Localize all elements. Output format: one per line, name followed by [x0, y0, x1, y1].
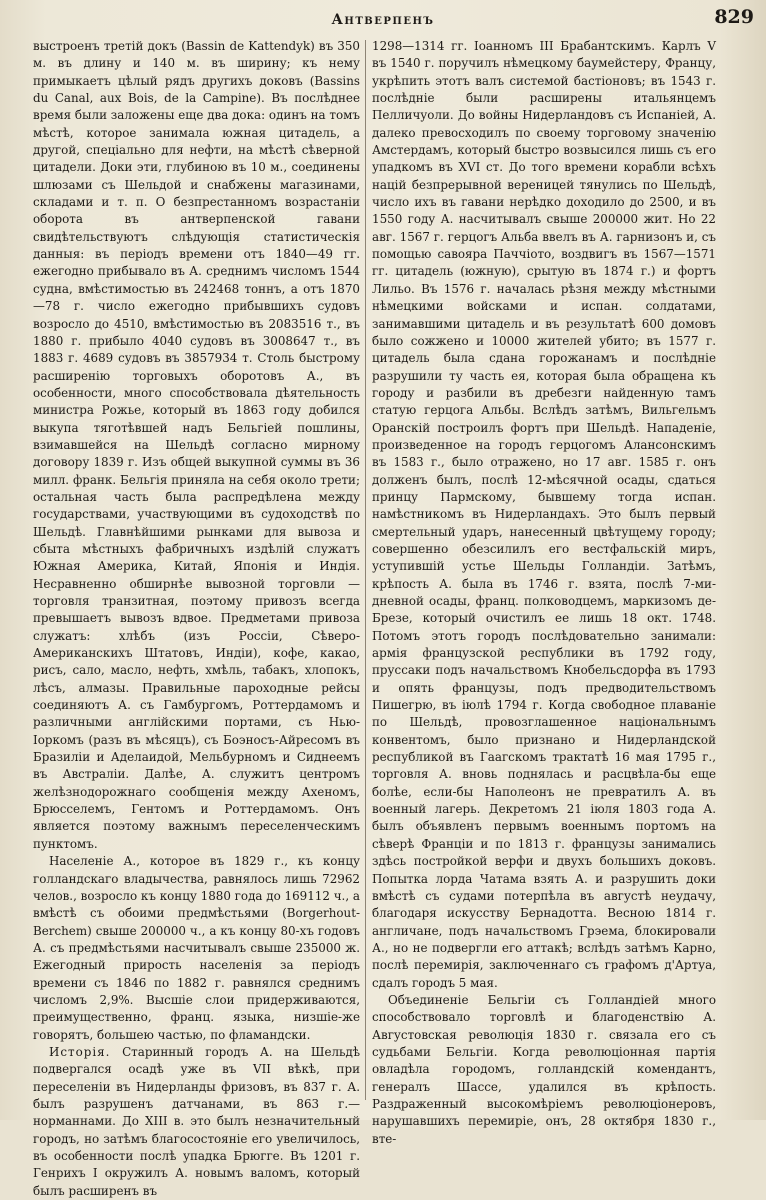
history-heading: Исторія.	[49, 1044, 111, 1059]
paragraph-population: Населеніе А., которое въ 1829 г., къ концу голландскаго владычества, равнялось лишь 72962 челов., возросло къ концу 1880 года до 169112 ч., а вмѣстѣ съ обоими предмѣстьями (Borgerhout-Berchem) свыше 200000 ч., а къ концу 80-хъ годовъ А. съ предмѣстьями насчитывалъ свыше 235000 ж. Ежегодный прирость населенія за періодъ времени съ 1846 по 1882 г. равнялся среднимъ числомъ 2,9%. Высшіе слои придерживаются, преимущественно, франц. языка, низшіе-же говорятъ, большею частью, по фламандски.	[33, 854, 360, 1042]
history-text: Старинный городъ А. на Шельдѣ подвергался осадѣ уже въ VII вѣкѣ, при переселеніи въ Нидерланды фризовъ, въ 837 г. А. былъ разрушенъ датчанами, въ 863 г.— норманнами. До XIII в. это былъ незначительный городъ, но затѣмъ благосостояніе его увеличилось, въ особенности послѣ упадка Брюгге. Въ 1201 г. Генрихъ I окружилъ А. новымъ валомъ, который былъ расширенъ въ	[33, 1044, 360, 1198]
paragraph-unification: Объединеніе Бельгіи съ Голландіей много способствовало торговлѣ и благоденствію А. Августовская революція 1830 г. связала его съ судьбами Бельгіи. Когда революціонная партія овладѣла городомъ, голландскій комендантъ, генералъ Шассе, удалился въ крѣпость. Раздраженный высокомѣріемъ революціонеровъ, нарушавшихъ перемиріе, онъ, 28 октября 1830 г., вте-	[372, 992, 716, 1146]
column-divider	[365, 40, 366, 1100]
right-column	[372, 38, 716, 1146]
paragraph-docks-trade: выстроенъ третій докъ (Bassin de Kattendyk) въ 350 м. въ длину и 140 м. въ ширину; къ нему примыкаетъ цѣлый рядъ другихъ доковъ (Bassins du Canal, aux Bois, de la Campine). Въ послѣднее время были заложены еще два дока: одинъ на томъ мѣстѣ, которое занимала южная цитадель, а другой, спеціально для нефти, на мѣстѣ сѣверной цитадели. Доки эти, глубиною въ 10 м., соединены шлюзами съ Шельдой и снабжены магазинами, складами и т. п. О безпрестанномъ возрастаніи оборота въ антверпенской гавани свидѣтельствуютъ слѣдующія статистическія данныя: въ періодъ времени отъ 1840—49 гг. ежегодно прибывало въ А. среднимъ числомъ 1544 судна, вмѣстимостью въ 242468 тоннъ, а отъ 1870—78 г. число ежегодно прибывшихъ судовъ возросло до 4510, вмѣстимостью въ 2083516 т., въ 1880 г. прибыло 4040 судовъ въ 3008647 т., въ 1883 г. 4689 судовъ въ 3857934 т. Столь быстрому расширенію торговыхъ оборотовъ А., въ особенности, много способствовала дѣятельность министра Рожье, который въ 1863 году добился выкупа тяготѣвшей надъ Бельгіей пошлины, взимавшейся на Шельдѣ согласно мирному договору 1839 г. Изъ общей выкупной суммы въ 36 милл. франк. Бельгія приняла на себя около трети; остальная часть была распредѣлена между государствами, участвующими въ судоходствѣ по Шельдѣ. Главнѣйшими рынками для вывоза и сбыта мѣстныхъ фабричныхъ издѣлій служатъ Южная Америка, Китай, Японія и Индія. Несравненно обширнѣе вывозной торговли — торговля транзитная, поэтому привозъ всегда превышаетъ вывозъ вдвое. Предметами привоза служатъ: хлѣбъ (изъ Россіи, Сѣверо-Американскихъ Штатовъ, Индіи), кофе, какао, рисъ, сало, масло, нефть, хмѣль, табакъ, хлопокъ, лѣсъ, алмазы. Правильные пароходные рейсы соединяютъ А. съ Гамбургомъ, Роттердамомъ и различными англійскими портами, съ Нью-Іоркомъ (разъ въ мѣсяцъ), съ Боэносъ-Айресомъ въ Бразиліи и Аделаидой, Мельбурномъ и Сиднеемъ въ Австраліи. Далѣе, А. служитъ центромъ желѣзнодорожнаго сообщенія между Ахеномъ, Брюсселемъ, Гентомъ и Роттердамомъ. Онъ является поэтому важнымъ переселенческимъ пунктомъ.	[33, 39, 360, 851]
running-header: Антверпенъ	[331, 12, 435, 28]
paragraph-history	[33, 1044, 360, 1200]
paragraph-history-continued: 1298—1314 гг. Іоанномъ III Брабантскимъ. Карлъ V въ 1540 г. поручилъ нѣмецкому баумейстеру, Францу, укрѣпить этотъ валъ системой бастіоновъ; въ 1543 г. послѣдніе были расширены итальянцемъ Пелличуоли. До войны Нидерландовъ съ Испаніей, А. далеко превосходилъ по своему торговому значенію Амстердамъ, который быстро возвысился лишь съ его упадкомъ въ XVI ст. До того времени корабли всѣхъ націй безпрерывной вереницей тянулись по Шельдѣ, число ихъ въ гавани нерѣдко доходило до 2500, и въ 1550 году А. насчитывалъ свыше 200000 жит. Но 22 авг. 1567 г. герцогъ Альба ввелъ въ А. гарнизонъ и, съ помощью савояра Паччіото, воздвигъ въ 1567—1571 гг. цитадель (южную), срытую въ 1874 г.) и фортъ Лильо. Въ 1576 г. началась рѣзня между мѣстными нѣмецкими войсками и испан. солдатами, занимавшими цитадель и въ результатѣ 600 домовъ было сожжено и 10000 жителей убито; въ 1577 г. цитадель была сдана горожанамъ и послѣдніе разрушили ту часть ея, которая была обращена къ городу и разбили въ дребезги найденную тамъ статую герцога Альбы. Вслѣдъ затѣмъ, Вильгельмъ Оранскій построилъ фортъ при Шельдѣ. Нападеніе, произведенное на городъ герцогомъ Алансонскимъ въ 1583 г., было отражено, но 17 авг. 1585 г. онъ долженъ былъ, послѣ 12-мѣсячной осады, сдаться принцу Пармскому, бывшему тогда испан. намѣстникомъ въ Нидерландахъ. Это былъ первый смертельный ударъ, нанесенный цвѣтущему городу; совершенно обезсилилъ его вестфальскій миръ, уступившій устье Шельды Голландіи. Затѣмъ, крѣпость А. была въ 1746 г. взята, послѣ 7-ми-дневной осады, франц. полководцемъ, маркизомъ де-Брезе, который очистилъ ее лишь 18 окт. 1748. Потомъ этотъ городъ послѣдовательно занимали: армія французской республики въ 1792 году, пруссаки подъ начальствомъ Кнобельсдорфа въ 1793 и опять французы, подъ предводительствомъ Пишегрю, въ іюлѣ 1794 г. Когда свободное плаваніе по Шельдѣ, провозглашенное національнымъ конвентомъ, было признано и Нидерландской республикой въ Гаагскомъ трактатѣ 16 мая 1795 г., торговля А. вновь поднялась и расцвѣла-бы еще болѣе, если-бы Наполеонъ не превратилъ А. въ военный лагерь. Декретомъ 21 іюля 1803 года А. былъ объявленъ первымъ военнымъ портомъ на сѣверѣ Франціи и по 1813 г. французы занимались здѣсь постройкой верфи и двухъ большихъ доковъ. Попытка лорда Чатама взять А. и разрушить доки вмѣстѣ съ судами потерпѣла въ августѣ неудачу, благодаря искусству Бернадотта. Весною 1814 г. англичане, подъ начальствомъ Грэема, блокировали А., но не подвергли его аттакѣ; вслѣдъ затѣмъ Карно, послѣ перемирія, заключеннаго съ графомъ д'Артуа, сдалъ городъ 5 мая.	[372, 39, 716, 990]
left-column	[33, 38, 360, 1198]
page-number: 829	[714, 6, 754, 28]
